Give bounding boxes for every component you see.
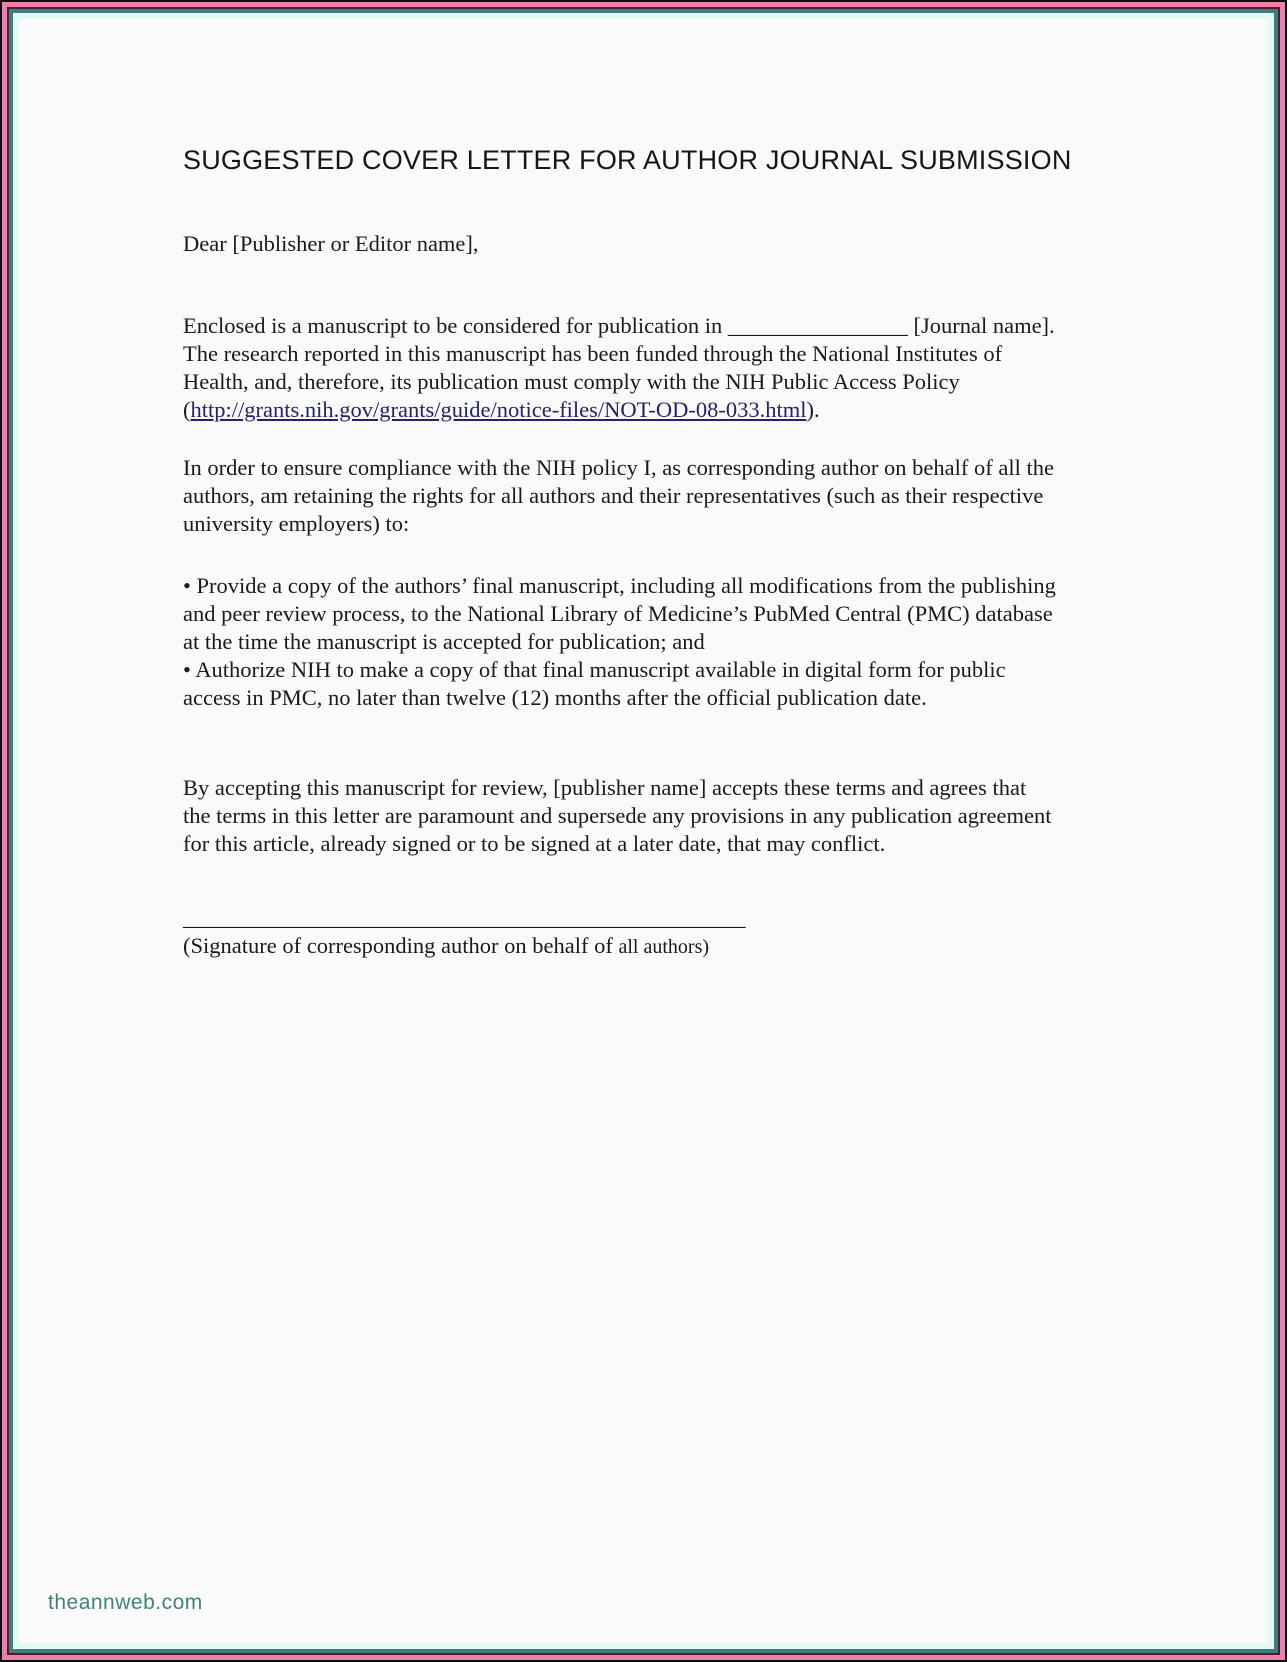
page-title: SUGGESTED COVER LETTER FOR AUTHOR JOURNAL SUBMISSION [183, 145, 1072, 175]
border-teal [9, 9, 1278, 1653]
letter-page [19, 19, 1268, 1643]
signature-caption-main: (Signature of corresponding author on behalf of [183, 933, 619, 958]
salutation: Dear [Publisher or Editor name], [183, 231, 479, 256]
border-pale-cyan [13, 13, 1274, 1649]
border-dark-maroon [7, 7, 1280, 1655]
signature-block [183, 904, 1058, 961]
paragraph-nih-policy-text: Enclosed is a manuscript to be considered for publication in ________________ [Journal name]. The research reported in this manuscript has been funded through the National Institutes of Health, and, therefore, its publication must comply with the NIH Public Access Policy ( [183, 313, 1055, 422]
border-pink [2, 2, 1285, 1660]
paragraph-nih-policy-closing: ). [806, 397, 820, 422]
list-item-authorize-nih: • Authorize NIH to make a copy of that final manuscript available in digital form for public access in PMC, no later than twelve (12) months after the official publication date. [183, 657, 1006, 710]
nih-policy-link[interactable]: http://grants.nih.gov/grants/guide/notice-files/NOT-OD-08-033.html [190, 397, 807, 422]
paragraph-acceptance-terms: By accepting this manuscript for review, [publisher name] accepts these terms and agrees that the terms in this letter are paramount and supersede any provisions in any publication agreement for this article, already signed or to be signed at a later date, that may conflict. [183, 775, 1052, 856]
rights-bullet-list [183, 572, 1058, 712]
watermark-site-label: theannweb.com [48, 1591, 203, 1614]
signature-line: __________________________________________________ [183, 905, 746, 930]
signature-caption-small: all authors) [618, 936, 710, 958]
letter-content [183, 145, 1072, 961]
signature-caption [183, 932, 1058, 961]
list-item-provide-copy: • Provide a copy of the authors’ final manuscript, including all modifications from the publishing and peer review process, to the National Library of Medicine’s PubMed Central (PMC) database at the time the manuscript is accepted for publication; and [183, 573, 1056, 654]
paragraph-compliance: In order to ensure compliance with the NIH policy I, as corresponding author on behalf of all the authors, am retaining the rights for all authors and their representatives (such as their respective university employers) to: [183, 455, 1054, 536]
paragraph-nih-policy [183, 312, 1058, 424]
